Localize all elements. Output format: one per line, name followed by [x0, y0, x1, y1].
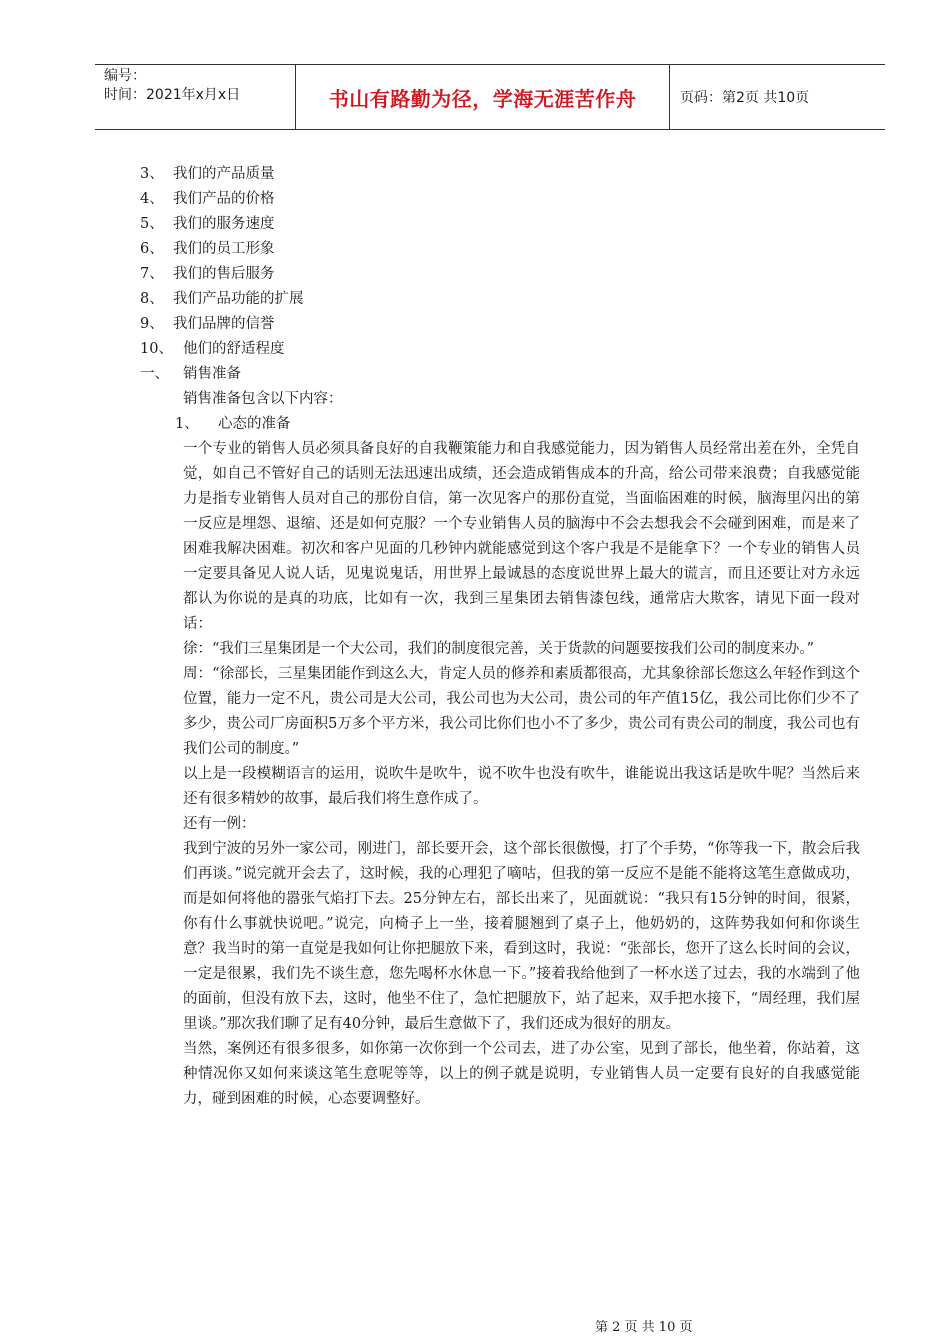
page-header	[95, 64, 885, 130]
paragraph: 一个专业的销售人员必须具备良好的自我鞭策能力和自我感觉能力，因为销售人员经常出差在外，全凭自觉，如自己不管好自己的话则无法迅速出成绩，还会造成销售成本的升高，给公司带来浪费；自我感觉能力是指专业销售人员对自己的那份自信，第一次见客户的那份直觉，当面临困难的时候，脑海里闪出的第一反应是埋怨、退缩、还是如何克服？一个专业销售人员的脑海中不会去想我会不会碰到困难，而是来了困难我解决困难。初次和客户见面的几秒钟内就能感觉到这个客户我是不是能拿下？一个专业的销售人员一定要具备见人说人话，见鬼说鬼话，用世界上最诚恳的态度说世界上最大的谎言，而且还要让对方永远都认为你说的是真的功底，比如有一次，我到三星集团去销售漆包线，通常店大欺客，请见下面一段对话：	[183, 441, 860, 632]
header-meta	[95, 65, 296, 129]
list-item: 4、 我们产品的价格	[140, 191, 275, 207]
list-item: 3、 我们的产品质量	[140, 166, 275, 182]
paragraph: 周：“徐部长，三星集团能作到这么大，肯定人员的修养和素质都很高，尤其象徐部长您这么年轻作到这个位置，能力一定不凡，贵公司是大公司，我公司也为大公司，贵公司的年产值15亿，我公司比你们少不了多少，贵公司厂房面积5万多个平方米，我公司比你们也小不了多少，贵公司有贵公司的制度，我公司也有我们公司的制度。”	[183, 666, 860, 757]
list-item: 9、 我们品牌的信誉	[140, 316, 275, 332]
section-intro: 销售准备包含以下内容：	[183, 391, 343, 407]
paragraph: 还有一例：	[183, 816, 256, 832]
list-item: 5、 我们的服务速度	[140, 216, 275, 232]
header-motto-cell	[296, 65, 670, 129]
list-item: 7、 我们的售后服务	[140, 266, 275, 282]
list-item: 10、 他们的舒适程度	[140, 341, 285, 357]
list-item: 6、 我们的员工形象	[140, 241, 275, 257]
paragraph: 我到宁波的另外一家公司，刚进门，部长要开会，这个部长很傲慢，打了个手势，“你等我一下，散会后我们再谈。”说完就开会去了，这时候，我的心理犯了嘀咕，但我的第一反应不是能不能将这笔生意做成功，而是如何将他的嚣张气焰打下去。25分钟左右，部长出来了，见面就说：“我只有15分钟的时间，很紧，你有什么事就快说吧。”说完，向椅子上一坐，接着腿翘到了桌子上，他奶奶的，这阵势我如何和你谈生意？我当时的第一直觉是我如何让你把腿放下来，看到这时，我说：“张部长，您开了这么长时间的会议，一定是很累，我们先不谈生意，您先喝杯水休息一下。”接着我给他到了一杯水送了过去，我的水端到了他的面前，但没有放下去，这时，他坐不住了，急忙把腿放下，站了起来，双手把水接下，“周经理，我们屋里谈。”那次我们聊了足有40分钟，最后生意做下了，我们还成为很好的朋友。	[183, 841, 860, 1032]
document-number-label: 编号：	[104, 68, 146, 84]
subsection-heading: 1、 心态的准备	[175, 416, 291, 432]
paragraph: 以上是一段模糊语言的运用，说吹牛是吹牛，说不吹牛也没有吹牛，谁能说出我这话是吹牛呢？当然后来还有很多精妙的故事，最后我们将生意作成了。	[183, 766, 860, 807]
section-heading: 一、 销售准备	[140, 366, 241, 382]
document-time: 时间：2021年x月x日	[104, 87, 241, 103]
page-footer: 第 2 页 共 10 页	[595, 1320, 693, 1335]
paragraph: 当然，案例还有很多很多，如你第一次你到一个公司去，进了办公室，见到了部长，他坐着，你站着，这种情况你又如何来谈这笔生意呢等等，以上的例子就是说明，专业销售人员一定要有良好的自我感觉能力，碰到困难的时候，心态要调整好。	[183, 1041, 860, 1107]
list-item: 8、 我们产品功能的扩展	[140, 291, 304, 307]
header-page-info: 页码：第2页 共10页	[680, 90, 810, 106]
document-body	[140, 162, 860, 1112]
paragraph: 徐：“我们三星集团是一个大公司，我们的制度很完善，关于货款的问题要按我们公司的制度来办。”	[183, 641, 815, 657]
header-motto: 书山有路勤为径，学海无涯苦作舟	[328, 86, 637, 111]
